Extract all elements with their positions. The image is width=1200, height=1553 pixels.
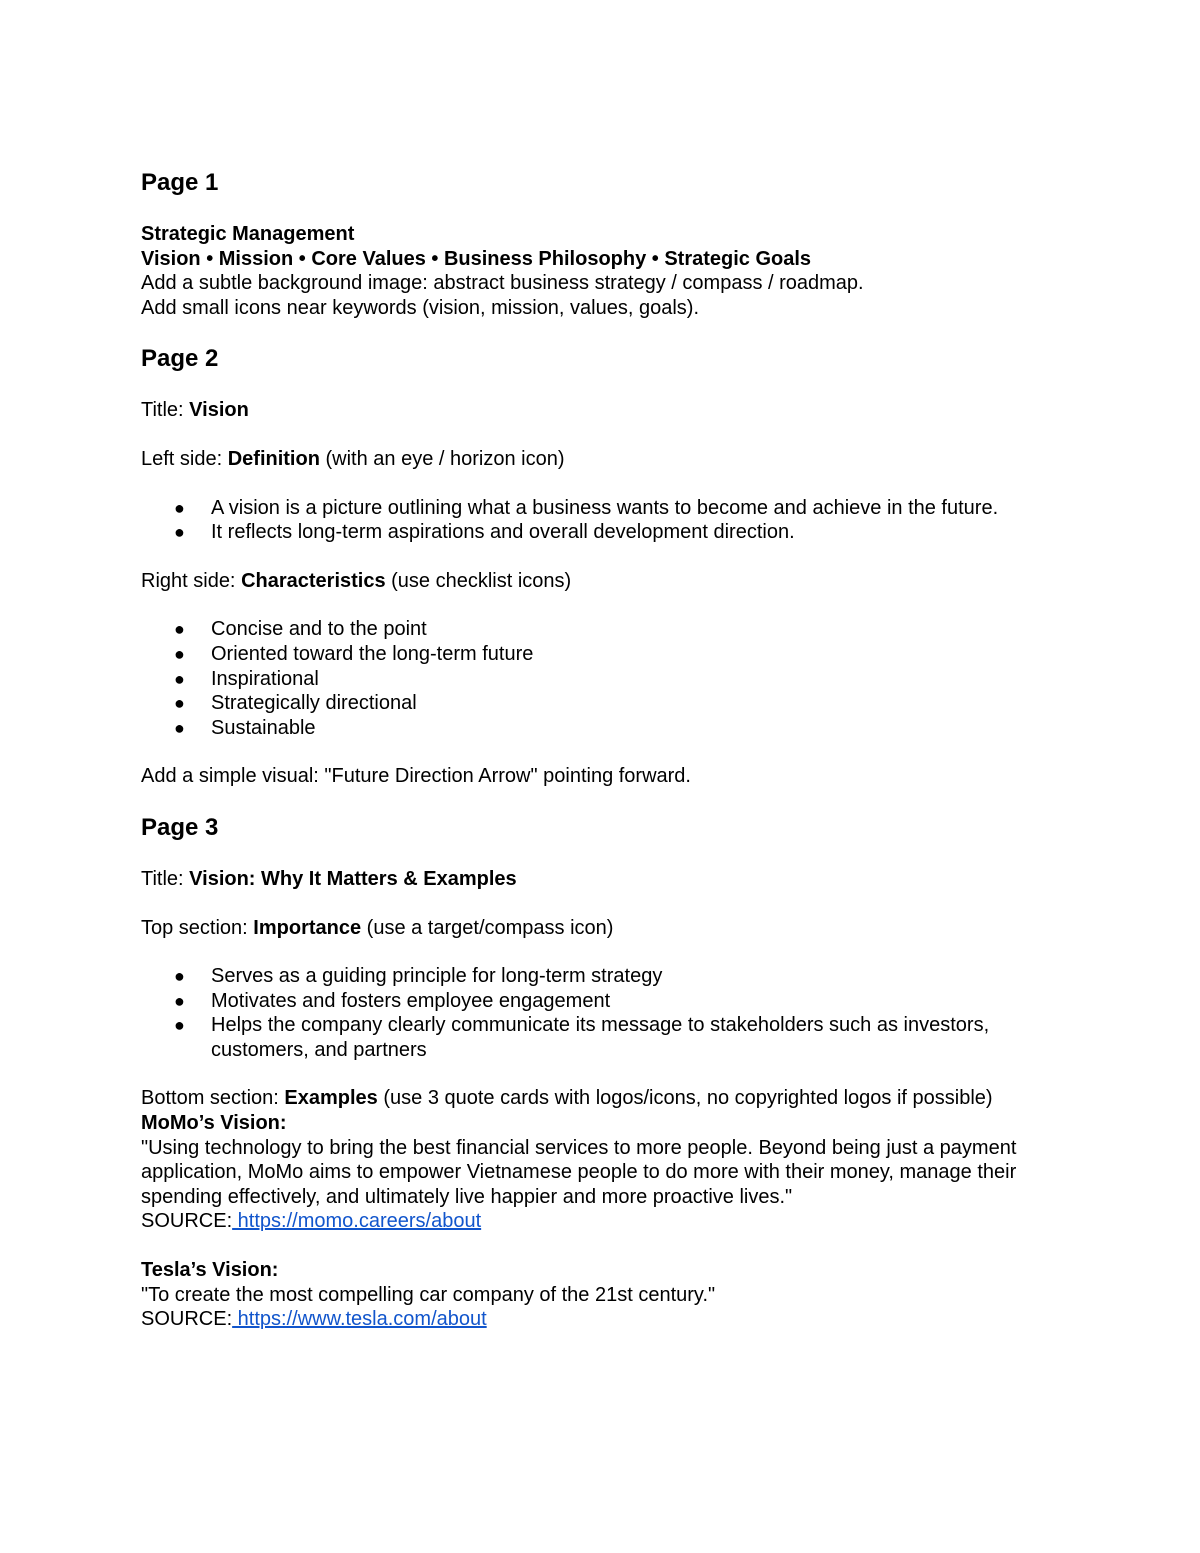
page2-heading: Page 2 [141,345,219,373]
momo-vision-quote: "Using technology to bring the best financial services to more people. Beyond being just a payment application, MoMo aims to empower Vietnamese people to do more with their money, manage their spending effectively, and ultimately live happier and more proactive lives." [141,1136,1017,1208]
page2-visual-note: Add a simple visual: "Future Direction Arrow" pointing forward. [141,765,691,788]
document-content [141,168,1061,1332]
momo-source-link[interactable]: https://momo.careers/about [232,1210,482,1233]
definition-list [141,496,1061,545]
page3-top-section: Top section: Importance (use a target/compass icon) [141,916,614,939]
page1-title: Strategic Management [141,223,355,245]
list-item: ● Inspirational [174,667,319,690]
characteristics-list [141,617,1061,740]
list-item: ● Concise and to the point [174,618,427,641]
list-item: ● A vision is a picture outlining what a business wants to become and achieve in the future. [174,496,999,519]
list-item: ● Sustainable [174,716,316,739]
page2-title: Title: Vision [141,399,249,422]
list-item: ● Motivates and fosters employee engagement [174,989,611,1012]
tesla-vision-label: Tesla’s Vision: [141,1259,279,1282]
page3-heading: Page 3 [141,813,219,841]
list-item: ● Serves as a guiding principle for long-term strategy [174,965,663,988]
tesla-source: SOURCE: https://www.tesla.com/about [141,1308,487,1331]
momo-source: SOURCE: https://momo.careers/about [141,1210,482,1233]
page2-left-side: Left side: Definition (with an eye / horizon icon) [141,447,565,470]
momo-vision-label: MoMo’s Vision: [141,1112,287,1135]
page1-line2: Add small icons near keywords (vision, mission, values, goals). [141,296,699,319]
page1-line1: Add a subtle background image: abstract business strategy / compass / roadmap. [141,272,864,295]
tesla-vision-quote: "To create the most compelling car company of the 21st century." [141,1283,716,1306]
page1-subtitle: Vision • Mission • Core Values • Business Philosophy • Strategic Goals [141,247,812,270]
importance-list [141,964,1061,1062]
page3-title: Title: Vision: Why It Matters & Examples [141,867,517,890]
list-item: ● Oriented toward the long-term future [174,642,534,665]
list-item: ● Helps the company clearly communicate its message to stakeholders such as investors, customers, and partners [174,1014,990,1061]
list-item: ● It reflects long-term aspirations and overall development direction. [174,521,795,544]
page1-heading: Page 1 [141,169,219,196]
page3-bottom-section: Bottom section: Examples (use 3 quote cards with logos/icons, no copyrighted logos if possible) [141,1087,993,1110]
page2-right-side: Right side: Characteristics (use checklist icons) [141,569,572,592]
tesla-source-link[interactable]: https://www.tesla.com/about [232,1308,487,1331]
list-item: ● Strategically directional [174,692,417,715]
